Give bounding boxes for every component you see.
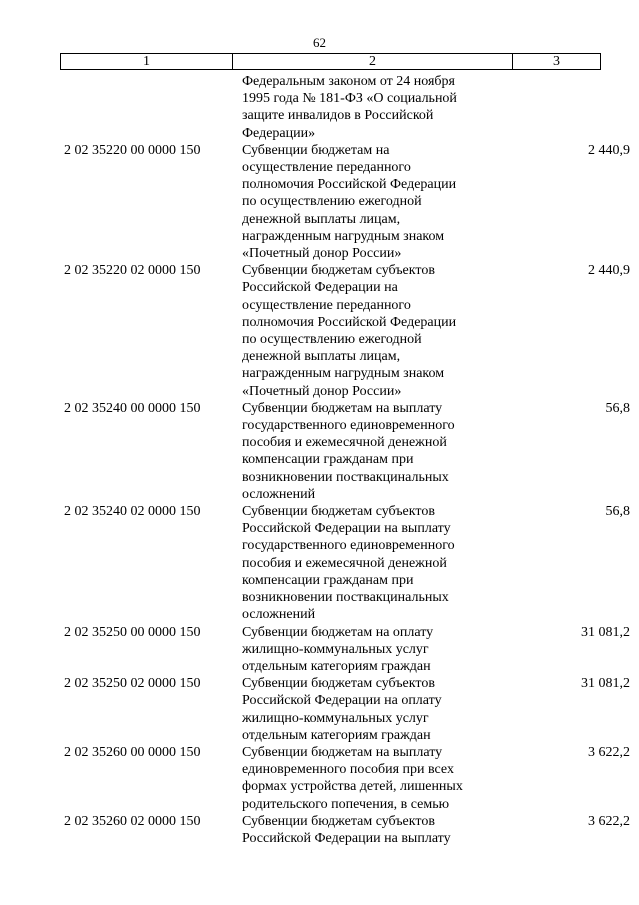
row-name: Субвенции бюджетам на выплату единовременного пособия при всех формах устройства детей, лишенных родительского попечения, в семью (242, 744, 463, 812)
table-row (0, 813, 639, 847)
table-row (0, 73, 639, 142)
row-name: Субвенции бюджетам субъектов Российской Федерации на оплату жилищно-коммунальных услуг отдельным категориям граждан (242, 676, 442, 743)
row-name: Субвенции бюджетам субъектов Российской Федерации на выплату государственного единовременного пособия и ежемесячной денежной компенсации гражданам при возникновении поствакцинальных осложнений (242, 504, 455, 623)
table-row (0, 744, 639, 813)
row-amount: 56,8 (605, 504, 630, 520)
row-name: Федеральным законом от 24 ноября 1995 года № 181-ФЗ «О социальной защите инвалидов в Российской Федерации» (242, 74, 457, 141)
row-amount: 56,8 (605, 400, 630, 416)
row-code: 2 02 35220 02 0000 150 (64, 263, 201, 279)
row-code: 2 02 35250 00 0000 150 (64, 624, 201, 640)
table-row (0, 675, 639, 744)
row-name: Субвенции бюджетам на осуществление переданного полномочия Российской Федерации по осуществлению ежегодной денежной выплаты лицам, награжденным нагрудным знаком «Почетный донор России» (242, 142, 457, 262)
column-header-code: 1 (61, 54, 233, 69)
row-name: Субвенции бюджетам на выплату государственного единовременного пособия и ежемесячной денежной компенсации гражданам при возникновении поствакцинальных осложнений (242, 400, 455, 502)
row-amount (492, 73, 630, 142)
table-row (0, 624, 639, 676)
row-code: 2 02 35240 02 0000 150 (64, 504, 201, 520)
row-name: Субвенции бюджетам на оплату жилищно-коммунальных услуг отдельным категориям граждан (242, 624, 434, 674)
table-row (0, 142, 639, 262)
table-row (0, 400, 639, 503)
row-amount: 3 622,2 (588, 744, 630, 760)
row-code (0, 73, 242, 142)
row-name: Субвенции бюджетам субъектов Российской Федерации на выплату (242, 813, 451, 846)
row-name: Субвенции бюджетам субъектов Российской Федерации на осуществление переданного полномочия Российской Федерации по осуществлению ежегодной денежной выплаты лицам, награжденным нагрудным знаком «Почетный донор России» (242, 263, 457, 399)
row-code: 2 02 35260 02 0000 150 (64, 813, 201, 829)
table-header (60, 53, 601, 70)
column-header-name: 2 (233, 54, 513, 69)
row-code: 2 02 35220 00 0000 150 (64, 142, 201, 158)
column-header-amount: 3 (553, 54, 560, 69)
table-row (0, 262, 639, 400)
row-code: 2 02 35250 02 0000 150 (64, 676, 201, 692)
table-row (0, 503, 639, 623)
row-amount: 31 081,2 (581, 624, 630, 640)
page-number: 62 (313, 35, 326, 50)
table-body (0, 73, 639, 847)
row-amount: 31 081,2 (581, 676, 630, 692)
row-amount: 3 622,2 (588, 813, 630, 829)
row-code: 2 02 35240 00 0000 150 (64, 400, 201, 416)
row-amount: 2 440,9 (588, 263, 630, 279)
row-code: 2 02 35260 00 0000 150 (64, 744, 201, 760)
row-amount: 2 440,9 (588, 142, 630, 158)
